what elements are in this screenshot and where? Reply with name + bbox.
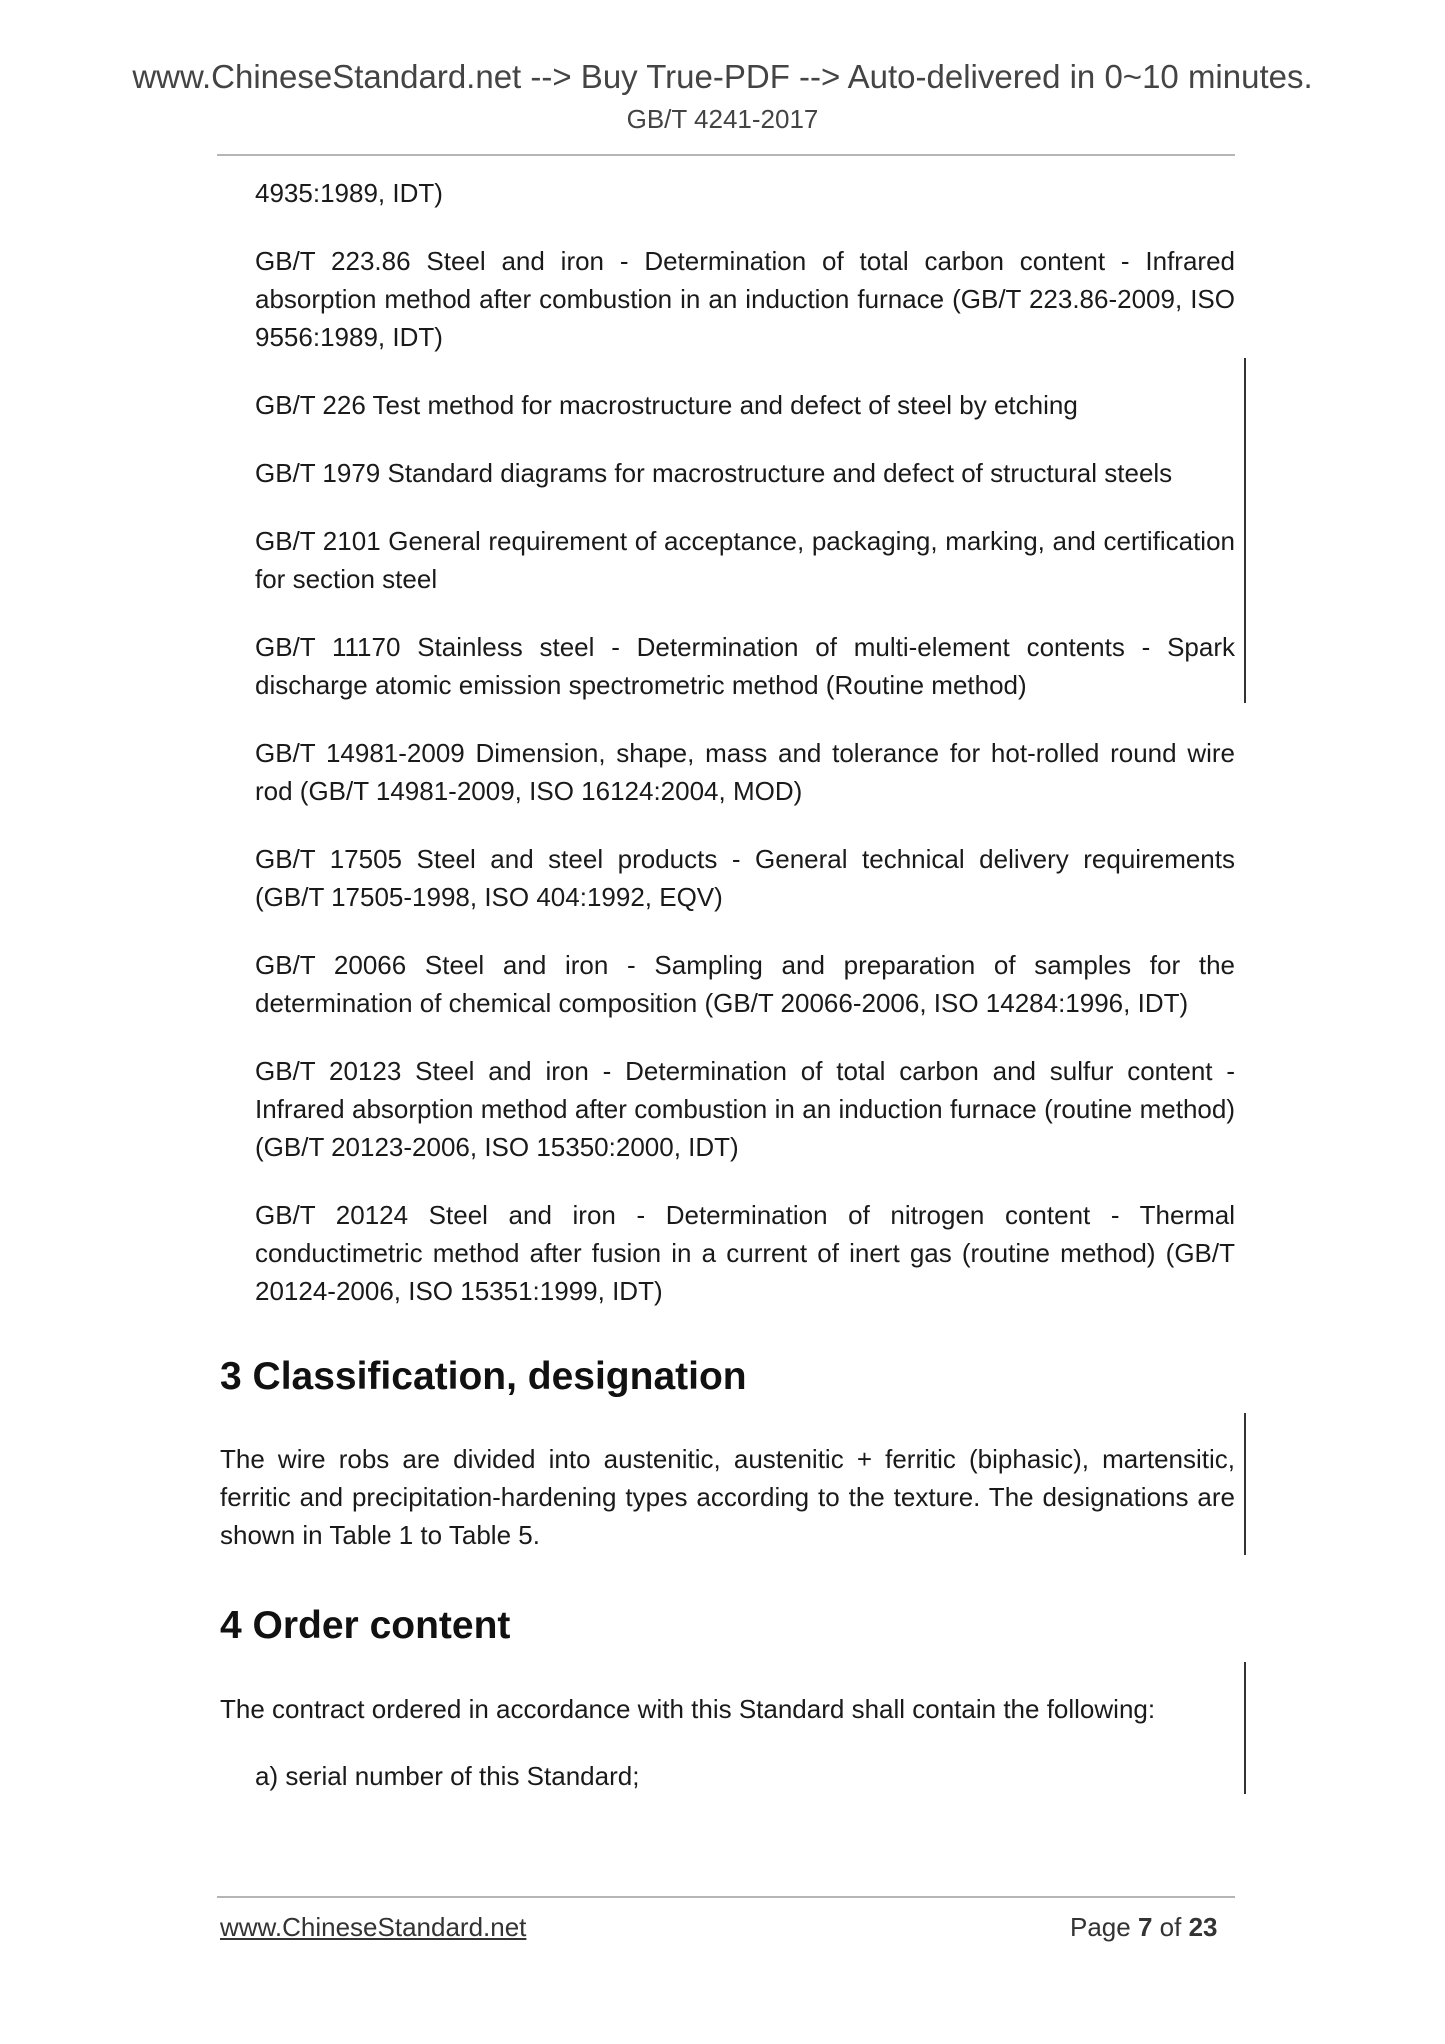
change-bar (1244, 358, 1246, 703)
reference-item: GB/T 11170 Stainless steel - Determination of multi-element contents - Spark discharge atomic emission spectrometric method (Routine method) (255, 632, 1235, 700)
header-divider (217, 154, 1235, 156)
order-item-a: a) serial number of this Standard; (255, 1761, 640, 1791)
reference-item: GB/T 14981-2009 Dimension, shape, mass and tolerance for hot-rolled round wire rod (GB/T 14981-2009, ISO 16124:2004, MOD) (255, 738, 1235, 806)
reference-item: GB/T 223.86 Steel and iron - Determination of total carbon content - Infrared absorption method after combustion in an induction furnace (GB/T 223.86-2009, ISO 9556:1989, IDT) (255, 246, 1235, 352)
reference-item: GB/T 20066 Steel and iron - Sampling and preparation of samples for the determination of chemical composition (GB/T 20066-2006, ISO 14284:1996, IDT) (255, 950, 1235, 1018)
total-pages: 23 (1188, 1912, 1218, 1942)
reference-item: GB/T 226 Test method for macrostructure and defect of steel by etching (255, 390, 1078, 420)
section-3-body: The wire robs are divided into austenitic, austenitic + ferritic (biphasic), martensitic, ferritic and precipitation-hardening types according to the texture. The designations are shown in Table 1 to Table 5. (220, 1444, 1235, 1550)
reference-item: GB/T 20124 Steel and iron - Determination of nitrogen content - Thermal conductimetric method after fusion in a current of inert gas (routine method) (GB/T 20124-2006, ISO 15351:1999, IDT) (255, 1200, 1235, 1306)
page-label: Page (1070, 1912, 1138, 1942)
page-number (1070, 1912, 1217, 1943)
normative-references-list (255, 174, 1235, 1340)
header-banner: www.ChineseStandard.net --> Buy True-PDF --> Auto-delivered in 0~10 minutes. (132, 58, 1313, 95)
section-4-heading: 4 Order content (220, 1604, 511, 1647)
current-page: 7 (1137, 1912, 1153, 1942)
change-bar (1244, 1662, 1246, 1794)
section-4-body: The contract ordered in accordance with this Standard shall contain the following: (220, 1694, 1156, 1724)
footer-website-link[interactable]: www.ChineseStandard.net (220, 1912, 527, 1942)
section-3-heading: 3 Classification, designation (220, 1355, 747, 1398)
document-id: GB/T 4241-2017 (626, 104, 819, 134)
reference-item: GB/T 1979 Standard diagrams for macrostructure and defect of structural steels (255, 458, 1173, 488)
reference-item: GB/T 20123 Steel and iron - Determination of total carbon and sulfur content - Infrared absorption method after combustion in an induction furnace (routine method) (GB/T 20123-2006, ISO 15350:2000, IDT) (255, 1056, 1235, 1162)
change-bar (1244, 1413, 1246, 1555)
reference-item: GB/T 2101 General requirement of acceptance, packaging, marking, and certification for section steel (255, 526, 1235, 594)
footer-divider (217, 1896, 1235, 1898)
reference-item: 4935:1989, IDT) (255, 178, 443, 208)
page-separator: of (1152, 1912, 1189, 1942)
reference-item: GB/T 17505 Steel and steel products - General technical delivery requirements (GB/T 17505-1998, ISO 404:1992, EQV) (255, 844, 1235, 912)
